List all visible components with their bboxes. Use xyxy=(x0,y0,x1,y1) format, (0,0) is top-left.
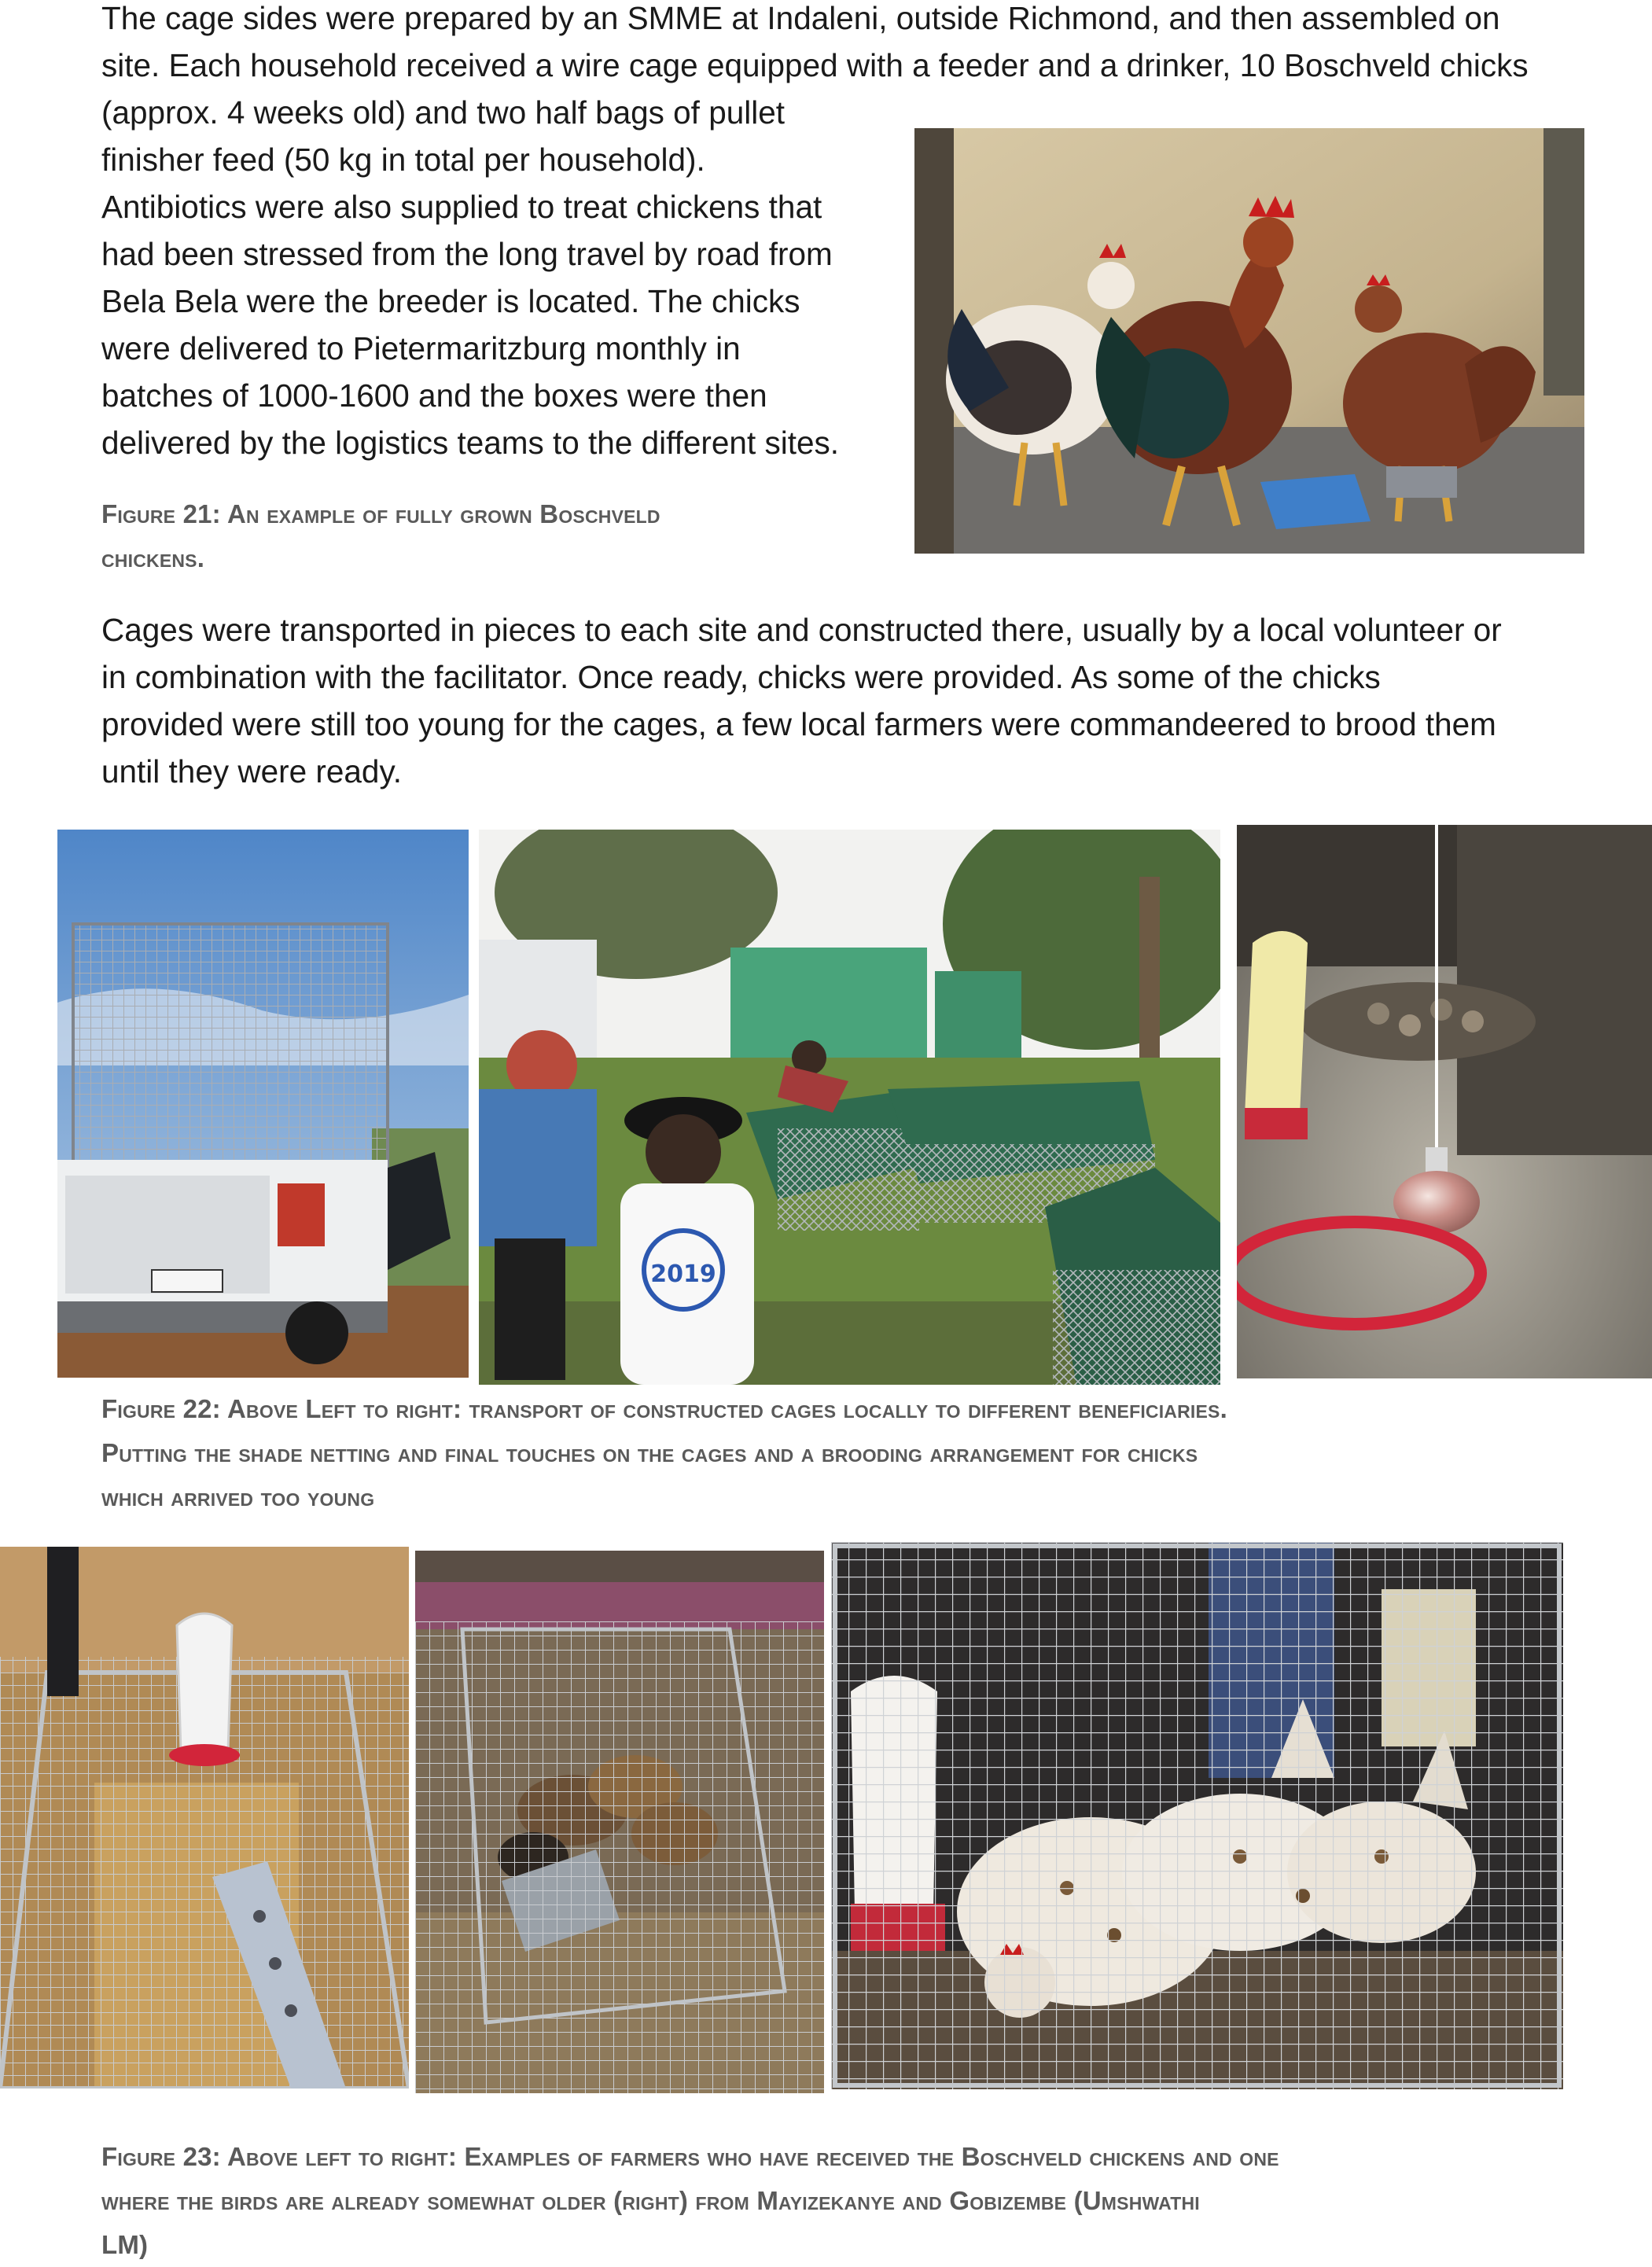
caption-line: Putting the shade netting and final touches on the cages and a brooding arrangement for chicks xyxy=(101,1438,1198,1467)
cages-line: until they were ready. xyxy=(101,753,402,789)
cages-line: Cages were transported in pieces to each site and constructed there, usually by a local volunteer or xyxy=(101,612,1502,648)
caption-line: LM) xyxy=(101,2230,149,2259)
figure-21-caption xyxy=(101,492,660,580)
intro-paragraph xyxy=(101,0,1529,89)
figure-22-netting-photo xyxy=(479,830,1220,1385)
caption-line: where the birds are already somewhat older (right) from Mayizekanye and Gobizembe (Umshwathi xyxy=(101,2186,1200,2215)
intro-line: The cage sides were prepared by an SMME at Indaleni, outside Richmond, and then assembled on xyxy=(101,0,1500,36)
caption-line: chickens. xyxy=(101,543,205,572)
wrapped-paragraph xyxy=(101,89,839,466)
wrap-line: batches of 1000-1600 and the boxes were then xyxy=(101,377,767,414)
figure-23-cage-feeder-photo xyxy=(0,1547,409,2089)
figure-22-caption xyxy=(101,1387,1227,1519)
intro-line: site. Each household received a wire cage equipped with a feeder and a drinker, 10 Boschveld chicks xyxy=(101,47,1529,83)
figure-21-chickens-photo xyxy=(914,128,1584,554)
cages-line: in combination with the facilitator. Once ready, chicks were provided. As some of the chicks xyxy=(101,659,1381,695)
wrap-line: were delivered to Pietermaritzburg monthly in xyxy=(101,330,741,366)
cages-paragraph xyxy=(101,606,1502,795)
figure-23-older-chickens-photo xyxy=(831,1542,1563,2089)
figure-23-caption xyxy=(101,2135,1279,2267)
figure-23-chicks-cage-photo xyxy=(415,1551,824,2093)
wrap-line: Bela Bela were the breeder is located. The chicks xyxy=(101,283,800,319)
figure-22-truck-photo xyxy=(57,830,469,1378)
figure-22-brooding-photo xyxy=(1237,825,1652,1378)
caption-line: which arrived too young xyxy=(101,1482,375,1511)
wrap-line: Antibiotics were also supplied to treat chickens that xyxy=(101,189,822,225)
caption-line: Figure 22: Above Left to right: transport of constructed cages locally to different beneficiaries. xyxy=(101,1394,1227,1423)
caption-line: Figure 23: Above left to right: Examples of farmers who have received the Boschveld chickens and one xyxy=(101,2142,1279,2171)
cages-line: provided were still too young for the cages, a few local farmers were commandeered to brood them xyxy=(101,706,1496,742)
wrap-line: finisher feed (50 kg in total per household). xyxy=(101,142,705,178)
wrap-line: (approx. 4 weeks old) and two half bags of pullet xyxy=(101,94,786,131)
wrap-line: had been stressed from the long travel by road from xyxy=(101,236,833,272)
wrap-line: delivered by the logistics teams to the different sites. xyxy=(101,425,839,461)
caption-line: Figure 21: An example of fully grown Boschveld xyxy=(101,499,660,528)
shirt-text: 2019 xyxy=(650,1260,716,1288)
